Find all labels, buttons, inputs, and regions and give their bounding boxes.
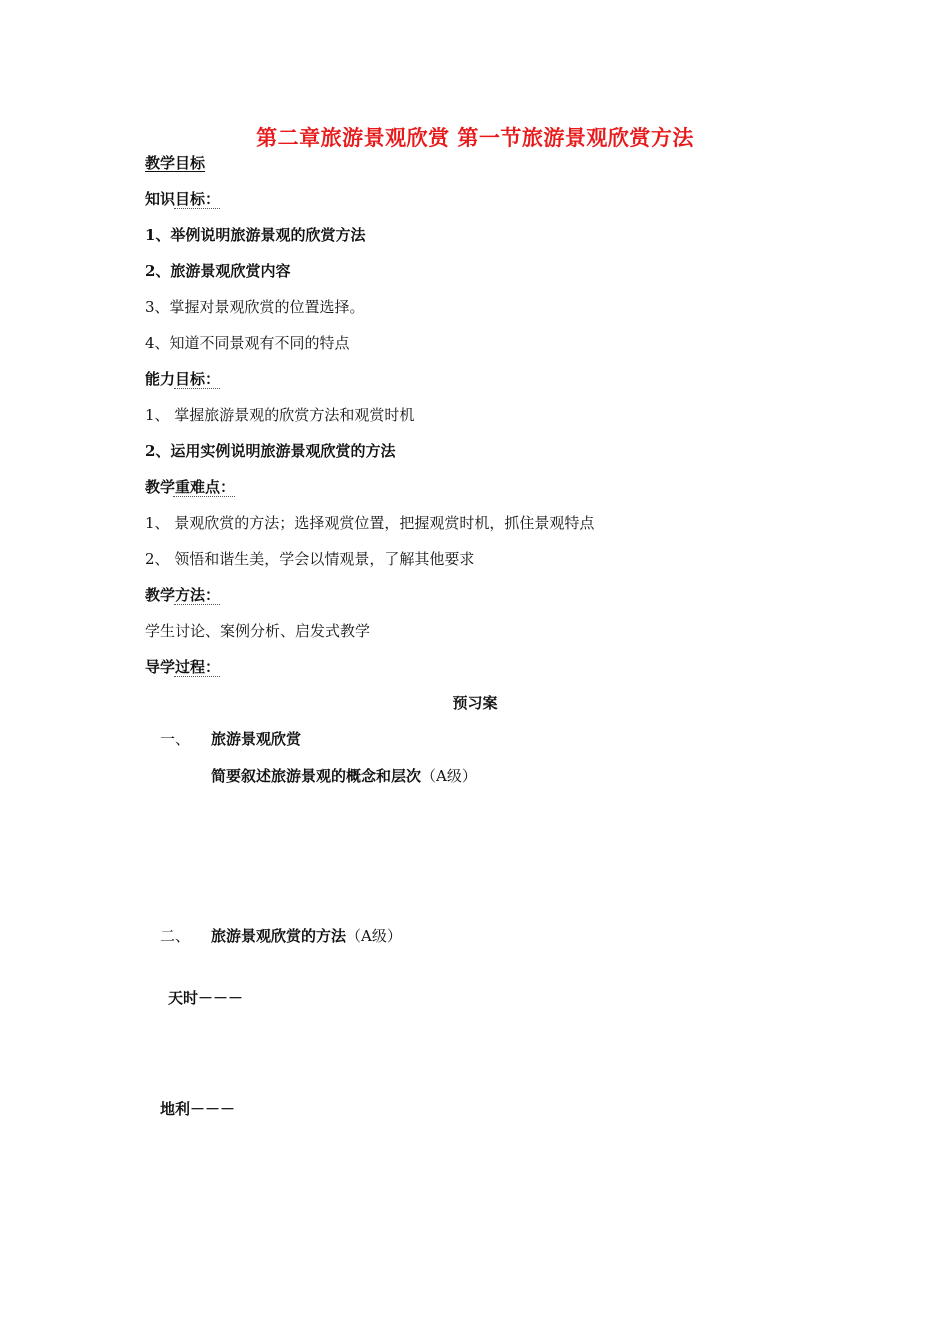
- preview-title: 预习案: [452, 694, 498, 712]
- ability-goal-1: 1、 掌握旅游景观的欣赏方法和观赏时机: [145, 406, 415, 424]
- underline-dots: [173, 482, 235, 497]
- process-heading-row: [145, 656, 220, 677]
- document-title: 第二章旅游景观欣赏 第一节旅游景观欣赏方法: [256, 125, 694, 150]
- methods-text: 学生讨论、案例分析、启发式教学: [145, 622, 371, 640]
- key-point-2: 2、 领悟和谐生美，学会以情观景，了解其他要求: [145, 550, 475, 568]
- ability-goals-heading-row: [145, 368, 220, 389]
- section-1-title: 旅游景观欣赏: [211, 730, 302, 748]
- section-1-question: 简要叙述旅游景观的概念和层次: [211, 767, 422, 785]
- section-2-title: 旅游景观欣赏的方法: [211, 927, 347, 945]
- section-1-question-row: [211, 765, 477, 786]
- methods-heading-row: [145, 584, 220, 605]
- teaching-goals-heading: 教学目标: [145, 154, 206, 172]
- knowledge-goals-heading-row: [145, 188, 220, 209]
- underline-dots: [174, 662, 220, 677]
- tianshi-label: 天时－－－: [168, 989, 244, 1007]
- methods-heading: 教学方法：: [145, 586, 221, 604]
- section-2-number: 二、: [160, 927, 191, 945]
- section-2-level: （A级）: [346, 927, 402, 945]
- ability-goals-heading: 能力目标：: [145, 370, 221, 388]
- knowledge-goal-4: 4、知道不同景观有不同的特点: [145, 334, 350, 352]
- underline-dots: [174, 194, 220, 209]
- key-points-heading-row: [145, 476, 235, 497]
- section-1-number: 一、: [160, 730, 191, 748]
- knowledge-goal-1: 1、举例说明旅游景观的欣赏方法: [145, 226, 366, 244]
- section-2-title-row: [211, 925, 402, 946]
- process-heading: 导学过程：: [145, 658, 221, 676]
- knowledge-goals-heading: 知识目标：: [145, 190, 221, 208]
- ability-goal-2: 2、运用实例说明旅游景观欣赏的方法: [145, 442, 396, 460]
- key-points-heading: 教学重难点：: [145, 478, 236, 496]
- underline-dots: [174, 590, 220, 605]
- dili-label: 地利－－－: [160, 1100, 236, 1118]
- section-1-level: （A级）: [421, 767, 477, 785]
- knowledge-goal-2: 2、旅游景观欣赏内容: [145, 262, 291, 280]
- knowledge-goal-3: 3、掌握对景观欣赏的位置选择。: [145, 298, 365, 316]
- key-point-1: 1、 景观欣赏的方法；选择观赏位置，把握观赏时机，抓住景观特点: [145, 514, 595, 532]
- underline-dots: [174, 374, 220, 389]
